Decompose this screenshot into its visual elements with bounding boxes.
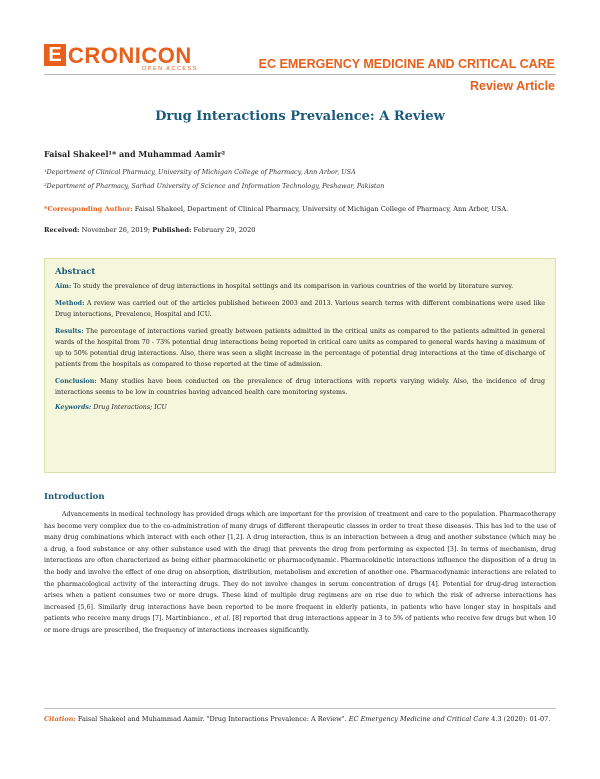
abstract-box [44, 258, 556, 473]
corresponding-text: Faisal Shakeel, Department of Clinical Pharmacy, University of Michigan College of Pharmacy, Ann Arbor, USA. [134, 205, 509, 213]
authors: Faisal Shakeel¹* and Muhammad Aamir² [44, 149, 226, 159]
abstract-aim [55, 281, 545, 292]
citation-journal: EC Emergency Medicine and Critical Care [348, 715, 490, 723]
intro-text-1: Advancements in medical technology has provided drugs which are important for the provision of treatment and care to the population. Pharmacotherapy has become very complex due to the co-administration of many drugs of different therapeutic classes in order to treat these diseases. This has led to the use of many drug combinations which interact with each other [1,2]. A drug interaction, thus is an interaction between a drug and another substance (which may be a drug, a food substance or any other substance used with the drug) that prevents the drug from performing as expected [3]. In terms of mechanism, drug interactions are often characterized as being either pharmacokinetic or pharmacodynamic. Pharmacokinetic interactions influence the disposition of a drug in the body and involve the effect of one drug on absorption, distribution, metabolism and excretion of another one. Pharmacodynamic interactions are related to the pharmacological activity of the interacting drugs. They do not involve changes in serum concentration of drugs [4]. Potential for drug-drug interaction arises when a patient consumes two or more drugs. These kind of multiple drug regimens are on rise due to which the risk of adverse interactions has increased [5,6]. Similarly drug interactions have been reported to be more frequent in elderly patients, in patients who have longer stay in hospitals and patients who receive many drugs [7]. Martinbianco., [44, 511, 556, 623]
published-date: February 29, 2020 [193, 226, 256, 234]
citation [44, 713, 556, 725]
introduction-paragraph [44, 509, 556, 637]
abstract-results [55, 326, 545, 370]
abstract-heading: Abstract [55, 267, 96, 277]
keywords-label: Keywords: [55, 404, 92, 411]
footer-divider [44, 708, 556, 709]
conclusion-label: Conclusion: [55, 378, 97, 385]
abstract-keywords [55, 404, 545, 411]
published-label: Published: [152, 226, 192, 234]
method-label: Method: [55, 300, 85, 307]
abstract-conclusion [55, 376, 545, 398]
intro-text-2: [8] reported that drug interactions appear in 3 to 5% of patients who receive few drugs but when 10 or more drugs are prescribed, the frequency of interactions increases significantly. [44, 615, 556, 634]
corresponding-label: *Corresponding Author: [44, 205, 133, 213]
affiliation-2: ²Department of Pharmacy, Sarhad University of Science and Information Technology, Peshawar, Pakistan [44, 182, 385, 190]
received-label: Received: [44, 226, 80, 234]
results-label: Results: [55, 328, 84, 335]
logo-wordmark: CRONICON [68, 43, 192, 68]
results-text: The percentage of interactions varied greatly between patients admitted in the critical units as compared to the patients admitted in general wards of the hospital from 70 - 73% potential drug interactions being reported in critical care units as compared to general wards having a maximum of up to 50% potential drug interactions. Also, there was seen a slight increase in the percentage of potential drug interactions at the time of discharge of patients from the hospitals as compared to those reported at the time of admission. [55, 328, 545, 368]
introduction-heading: Introduction [44, 492, 105, 502]
citation-label: Citation: [44, 715, 76, 723]
method-text: A review was carried out of the articles published between 2003 and 2013. Various search terms with different combinations were used like Drug interactions, Prevalence, Hospital and ICU. [55, 300, 545, 318]
journal-name: EC EMERGENCY MEDICINE AND CRITICAL CARE [258, 57, 555, 71]
paper-title: Drug Interactions Prevalence: A Review [155, 109, 445, 124]
article-type: Review Article [470, 79, 555, 93]
aim-text: To study the prevalence of drug interactions in hospital settings and its comparison in various countries of the world by literature survey. [73, 283, 514, 290]
logo-open-access: OPEN ACCESS [142, 66, 198, 72]
dates [44, 226, 256, 234]
affiliation-1: ¹Department of Clinical Pharmacy, University of Michigan College of Pharmacy, Ann Arbor, USA [44, 168, 356, 176]
logo-mark: E [44, 44, 66, 66]
intro-et-al: et al. [214, 615, 231, 623]
conclusion-text: Many studies have been conducted on the prevalence of drug interactions with reports varying widely. Also, the incidence of drug interactions seems to be low in countries having advanced health care monitoring systems. [55, 378, 545, 396]
header-divider [44, 74, 556, 75]
citation-text: Faisal Shakeel and Muhammad Aamir. "Drug Interactions Prevalence: A Review". [77, 715, 347, 723]
abstract-method [55, 298, 545, 320]
keywords-text: Drug Interactions; ICU [93, 404, 167, 411]
aim-label: Aim: [55, 283, 72, 290]
citation-tail: 4.3 (2020): 01-07. [491, 715, 551, 723]
received-date: November 26, 2019; [81, 226, 151, 234]
corresponding-author [44, 205, 508, 213]
